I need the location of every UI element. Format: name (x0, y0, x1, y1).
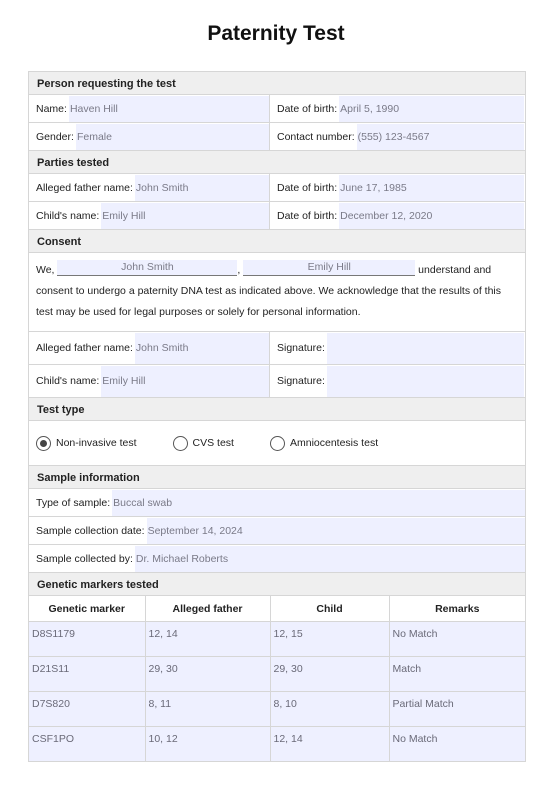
markers-table (29, 595, 525, 762)
child-signature-field[interactable] (327, 366, 524, 397)
consent-sign-row-2 (29, 364, 525, 397)
remarks-cell[interactable]: No Match (389, 622, 525, 657)
father-dob-label: Date of birth: (277, 181, 338, 194)
requester-row-2 (29, 122, 525, 150)
table-row (29, 657, 525, 692)
consent-comma: , (237, 264, 241, 276)
radio-label: Non-invasive test (56, 437, 137, 449)
child-name-label: Child's name: (36, 209, 100, 222)
test-type-options (29, 420, 525, 465)
father-name-field[interactable]: John Smith (135, 175, 269, 201)
section-markers: Genetic markers tested (29, 572, 525, 595)
consent-text-2: consent to undergo a paternity DNA test as indicated above. We acknowledge that the results of this test may be used for legal purposes or solely for personal information. (36, 285, 501, 318)
page-title: Paternity Test (207, 22, 345, 45)
consent-sign-row-1 (29, 331, 525, 364)
consent-child-field[interactable]: Emily Hill (101, 366, 269, 397)
gender-label: Gender: (36, 130, 74, 143)
father-cell[interactable]: 29, 30 (145, 657, 270, 692)
table-row (29, 692, 525, 727)
signature-label-1: Signature: (277, 342, 325, 354)
sample-collector-label: Sample collected by: (36, 552, 133, 565)
markers-header-row (29, 596, 525, 622)
column-header: Genetic marker (29, 596, 145, 622)
consent-name-1-field[interactable]: John Smith (57, 260, 237, 276)
requester-dob-field[interactable]: April 5, 1990 (339, 96, 524, 122)
sample-date-field[interactable]: September 14, 2024 (147, 518, 525, 544)
sample-collector-field[interactable]: Dr. Michael Roberts (135, 546, 525, 572)
radio-unchecked-icon (173, 436, 188, 451)
radio-label: Amniocentesis test (289, 437, 379, 449)
father-cell[interactable]: 10, 12 (145, 727, 270, 762)
father-cell[interactable]: 8, 11 (145, 692, 270, 727)
dob-label: Date of birth: (277, 102, 338, 115)
paternity-form (28, 71, 526, 762)
marker-cell[interactable]: D21S11 (29, 657, 145, 692)
consent-name-2-field[interactable]: Emily Hill (243, 260, 415, 276)
requester-gender-field[interactable]: Female (76, 124, 269, 150)
signature-label-2: Signature: (277, 375, 325, 387)
section-sample: Sample information (29, 465, 525, 488)
consent-we: We, (36, 264, 55, 276)
father-cell[interactable]: 12, 14 (145, 622, 270, 657)
radio-non-invasive[interactable] (36, 436, 137, 451)
child-dob-label: Date of birth: (277, 209, 338, 222)
section-test-type: Test type (29, 397, 525, 420)
name-label: Name: (36, 102, 67, 115)
section-requester: Person requesting the test (29, 71, 525, 94)
marker-cell[interactable]: CSF1PO (29, 727, 145, 762)
remarks-cell[interactable]: Partial Match (389, 692, 525, 727)
parties-row-2 (29, 201, 525, 229)
sample-date-row (29, 516, 525, 544)
sample-type-label: Type of sample: (36, 496, 111, 509)
child-cell[interactable]: 29, 30 (270, 657, 389, 692)
radio-amniocentesis[interactable] (270, 436, 378, 451)
contact-label: Contact number: (277, 130, 355, 143)
radio-unchecked-icon (270, 436, 285, 451)
marker-cell[interactable]: D7S820 (29, 692, 145, 727)
consent-father-label: Alleged father name: (36, 342, 133, 354)
consent-child-label: Child's name: (36, 375, 100, 387)
child-cell[interactable]: 12, 15 (270, 622, 389, 657)
column-header: Child (270, 596, 389, 622)
table-row (29, 727, 525, 762)
requester-contact-field[interactable]: (555) 123-4567 (357, 124, 524, 150)
table-row (29, 622, 525, 657)
column-header: Remarks (389, 596, 525, 622)
remarks-cell[interactable]: Match (389, 657, 525, 692)
child-cell[interactable]: 12, 14 (270, 727, 389, 762)
father-dob-field[interactable]: June 17, 1985 (339, 175, 524, 201)
sample-type-field[interactable]: Buccal swab (112, 490, 525, 516)
father-signature-field[interactable] (327, 333, 524, 364)
consent-text-1: understand and (418, 264, 492, 276)
sample-type-row (29, 488, 525, 516)
requester-row-1 (29, 94, 525, 122)
section-consent: Consent (29, 229, 525, 252)
consent-father-field[interactable]: John Smith (135, 333, 269, 364)
section-parties: Parties tested (29, 150, 525, 173)
radio-label: CVS test (192, 437, 234, 449)
sample-collector-row (29, 544, 525, 572)
father-name-label: Alleged father name: (36, 181, 133, 194)
marker-cell[interactable]: D8S1179 (29, 622, 145, 657)
child-cell[interactable]: 8, 10 (270, 692, 389, 727)
radio-checked-icon (36, 436, 51, 451)
radio-cvs[interactable] (173, 436, 234, 451)
sample-date-label: Sample collection date: (36, 524, 145, 537)
consent-paragraph (29, 252, 525, 331)
parties-row-1 (29, 173, 525, 201)
child-name-field[interactable]: Emily Hill (101, 203, 269, 229)
requester-name-field[interactable]: Haven Hill (69, 96, 269, 122)
remarks-cell[interactable]: No Match (389, 727, 525, 762)
child-dob-field[interactable]: December 12, 2020 (339, 203, 524, 229)
column-header: Alleged father (145, 596, 270, 622)
